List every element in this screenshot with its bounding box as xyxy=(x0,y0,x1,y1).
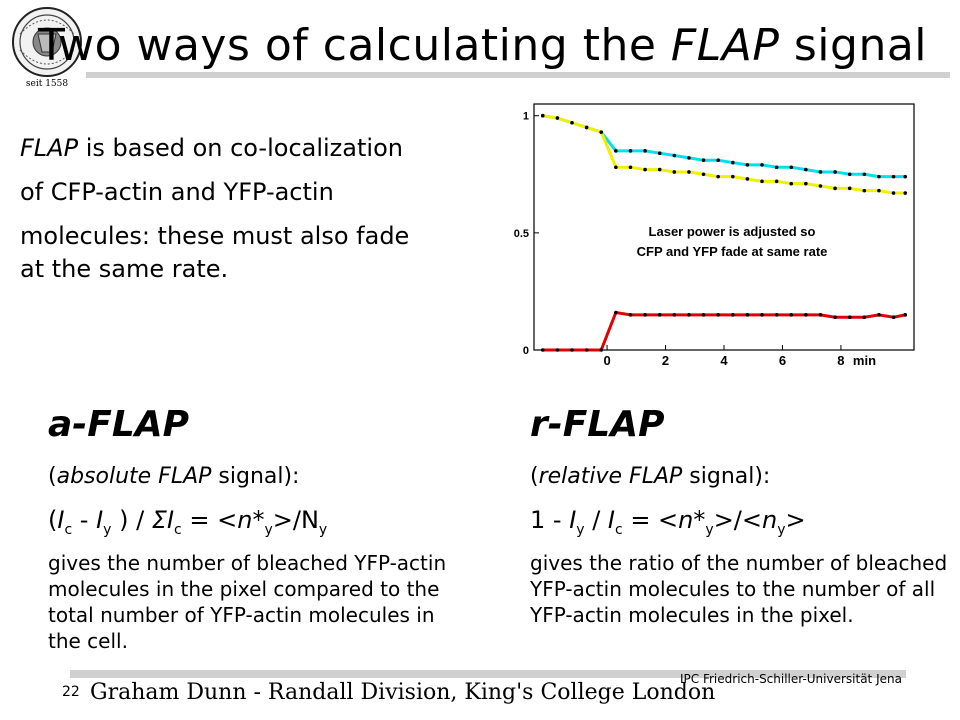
data-point xyxy=(833,315,837,319)
data-point xyxy=(833,187,837,191)
f-var: n xyxy=(762,506,778,534)
data-point xyxy=(716,175,720,179)
data-point xyxy=(819,313,823,317)
y-tick-label: 0 xyxy=(522,345,529,357)
data-point xyxy=(892,315,896,319)
f-var: I xyxy=(96,506,104,534)
data-point xyxy=(903,191,907,195)
data-point xyxy=(903,313,907,317)
data-point xyxy=(775,165,779,169)
f-sub: y xyxy=(103,521,112,538)
rflap-description: gives the ratio of the number of bleached YFP-actin molecules to the number of all YFP-actin molecules in the pixel. xyxy=(530,551,948,627)
data-point xyxy=(585,126,589,130)
data-point xyxy=(892,191,896,195)
aflap-heading: a-FLAP xyxy=(48,404,190,445)
intro-text xyxy=(20,126,510,284)
data-point xyxy=(863,172,867,176)
f-var: I xyxy=(57,506,65,534)
rflap-formula xyxy=(530,506,950,546)
f-part: >/< xyxy=(713,506,762,534)
data-point xyxy=(716,313,720,317)
f-sub: c xyxy=(614,521,623,538)
data-point xyxy=(629,149,633,153)
data-point xyxy=(673,170,677,174)
data-point xyxy=(760,163,764,167)
f-sub: c xyxy=(64,521,73,538)
data-point xyxy=(760,180,764,184)
f-sub: y xyxy=(576,521,585,538)
f-var: n* xyxy=(678,506,706,534)
data-point xyxy=(556,116,560,120)
title-prefix: Two ways of calculating the xyxy=(38,20,671,71)
data-point xyxy=(570,121,574,125)
data-point xyxy=(716,158,720,162)
rflap-subtitle xyxy=(530,464,950,500)
data-point xyxy=(599,130,603,134)
data-point xyxy=(629,165,633,169)
rflap-heading: r-FLAP xyxy=(530,404,665,445)
data-point xyxy=(848,172,852,176)
data-point xyxy=(804,168,808,172)
f-sub: y xyxy=(705,521,714,538)
title-emphasis: FLAP xyxy=(670,20,780,71)
series-line xyxy=(543,116,905,177)
data-point xyxy=(570,348,574,352)
title-rule xyxy=(86,72,950,78)
footer-author: Graham Dunn - Randall Division, King's College London xyxy=(90,680,716,705)
flap-chart xyxy=(506,96,926,376)
data-point xyxy=(848,187,852,191)
data-point xyxy=(658,168,662,172)
f-var: I xyxy=(607,506,615,534)
aflap-sub-rest: signal): xyxy=(211,464,300,489)
x-tick-label: 2 xyxy=(661,353,670,368)
data-point xyxy=(848,315,852,319)
data-point xyxy=(746,177,750,181)
f-part: - xyxy=(72,506,97,534)
data-point xyxy=(643,149,647,153)
data-point xyxy=(702,313,706,317)
data-point xyxy=(702,172,706,176)
data-point xyxy=(819,170,823,174)
data-point xyxy=(877,189,881,193)
f-sub: c xyxy=(174,521,182,538)
f-var: ΣI xyxy=(151,506,175,534)
f-part: = < xyxy=(181,506,238,534)
data-point xyxy=(789,165,793,169)
aflap-sub-open: ( xyxy=(48,464,57,489)
data-point xyxy=(877,175,881,179)
aflap-subtitle xyxy=(48,464,468,500)
data-point xyxy=(903,175,907,179)
data-point xyxy=(643,168,647,172)
data-point xyxy=(599,348,603,352)
x-tick-label: 0 xyxy=(603,353,611,368)
aflap-section xyxy=(48,404,468,654)
rflap-sub-rest: signal): xyxy=(682,464,771,489)
data-point xyxy=(863,315,867,319)
data-point xyxy=(731,313,735,317)
data-point xyxy=(804,182,808,186)
data-point xyxy=(731,175,735,179)
data-point xyxy=(541,114,545,118)
slide-number: 22 xyxy=(62,684,80,700)
data-point xyxy=(789,182,793,186)
f-part: ( xyxy=(48,506,58,534)
f-part: = < xyxy=(622,506,679,534)
footer-institution: IPC Friedrich-Schiller-Universität Jena xyxy=(680,672,902,686)
data-point xyxy=(658,313,662,317)
intro-line-4: at the same rate. xyxy=(20,255,229,283)
data-point xyxy=(687,313,691,317)
data-point xyxy=(775,180,779,184)
data-point xyxy=(731,161,735,165)
data-point xyxy=(877,313,881,317)
f-sub: y xyxy=(264,521,273,538)
data-point xyxy=(673,313,677,317)
y-tick-label: 1 xyxy=(522,110,529,123)
f-part: >/N xyxy=(272,506,319,534)
data-point xyxy=(760,313,764,317)
f-var: n* xyxy=(237,506,265,534)
data-point xyxy=(614,311,618,315)
data-point xyxy=(629,313,633,317)
f-part: / xyxy=(584,506,608,534)
data-point xyxy=(673,154,677,158)
data-point xyxy=(775,313,779,317)
data-point xyxy=(658,151,662,155)
rflap-section xyxy=(530,404,950,628)
data-point xyxy=(614,165,618,169)
data-point xyxy=(643,313,647,317)
data-point xyxy=(746,163,750,167)
data-point xyxy=(819,184,823,188)
data-point xyxy=(687,170,691,174)
data-point xyxy=(804,313,808,317)
aflap-formula xyxy=(48,506,468,546)
data-point xyxy=(556,348,560,352)
data-point xyxy=(702,158,706,162)
f-sub: y xyxy=(777,521,786,538)
series-line xyxy=(543,116,905,193)
f-part: > xyxy=(785,506,806,534)
f-sub: y xyxy=(318,521,328,538)
intro-line-2: of CFP-actin and YFP-actin xyxy=(20,178,334,206)
x-tick-label: 6 xyxy=(778,353,787,368)
logo-text: seit 1558 xyxy=(25,79,69,89)
data-point xyxy=(541,348,545,352)
chart-annotation: Laser power is adjusted so xyxy=(648,224,816,239)
data-point xyxy=(863,189,867,193)
data-point xyxy=(746,313,750,317)
f-part: 1 - xyxy=(530,506,570,534)
data-point xyxy=(614,149,618,153)
chart-annotation: CFP and YFP fade at same rate xyxy=(636,244,828,259)
data-point xyxy=(789,313,793,317)
data-point xyxy=(687,156,691,160)
intro-line-1-rest: is based on co-localization xyxy=(78,134,403,162)
aflap-description: gives the number of bleached YFP-actin molecules in the pixel compared to the total number of YFP-actin molecules in the cell. xyxy=(48,551,447,653)
title-suffix: signal xyxy=(779,20,928,71)
intro-line-1 xyxy=(20,126,510,170)
rflap-sub-em: relative FLAP xyxy=(538,464,683,489)
f-part: ) / xyxy=(111,506,152,534)
rflap-sub-open: ( xyxy=(530,464,539,489)
aflap-sub-em: absolute FLAP xyxy=(56,464,212,489)
intro-flap-em: FLAP xyxy=(20,134,79,162)
data-point xyxy=(833,170,837,174)
x-tick-label: 4 xyxy=(720,353,728,368)
data-point xyxy=(585,348,589,352)
data-point xyxy=(892,175,896,179)
x-axis-label: min xyxy=(852,353,877,368)
y-tick-label: 0.5 xyxy=(513,227,529,240)
x-tick-label: 8 xyxy=(837,353,845,368)
slide-title xyxy=(38,20,927,71)
intro-line-3: molecules: these must also fade xyxy=(20,222,410,250)
f-var: I xyxy=(569,506,577,534)
